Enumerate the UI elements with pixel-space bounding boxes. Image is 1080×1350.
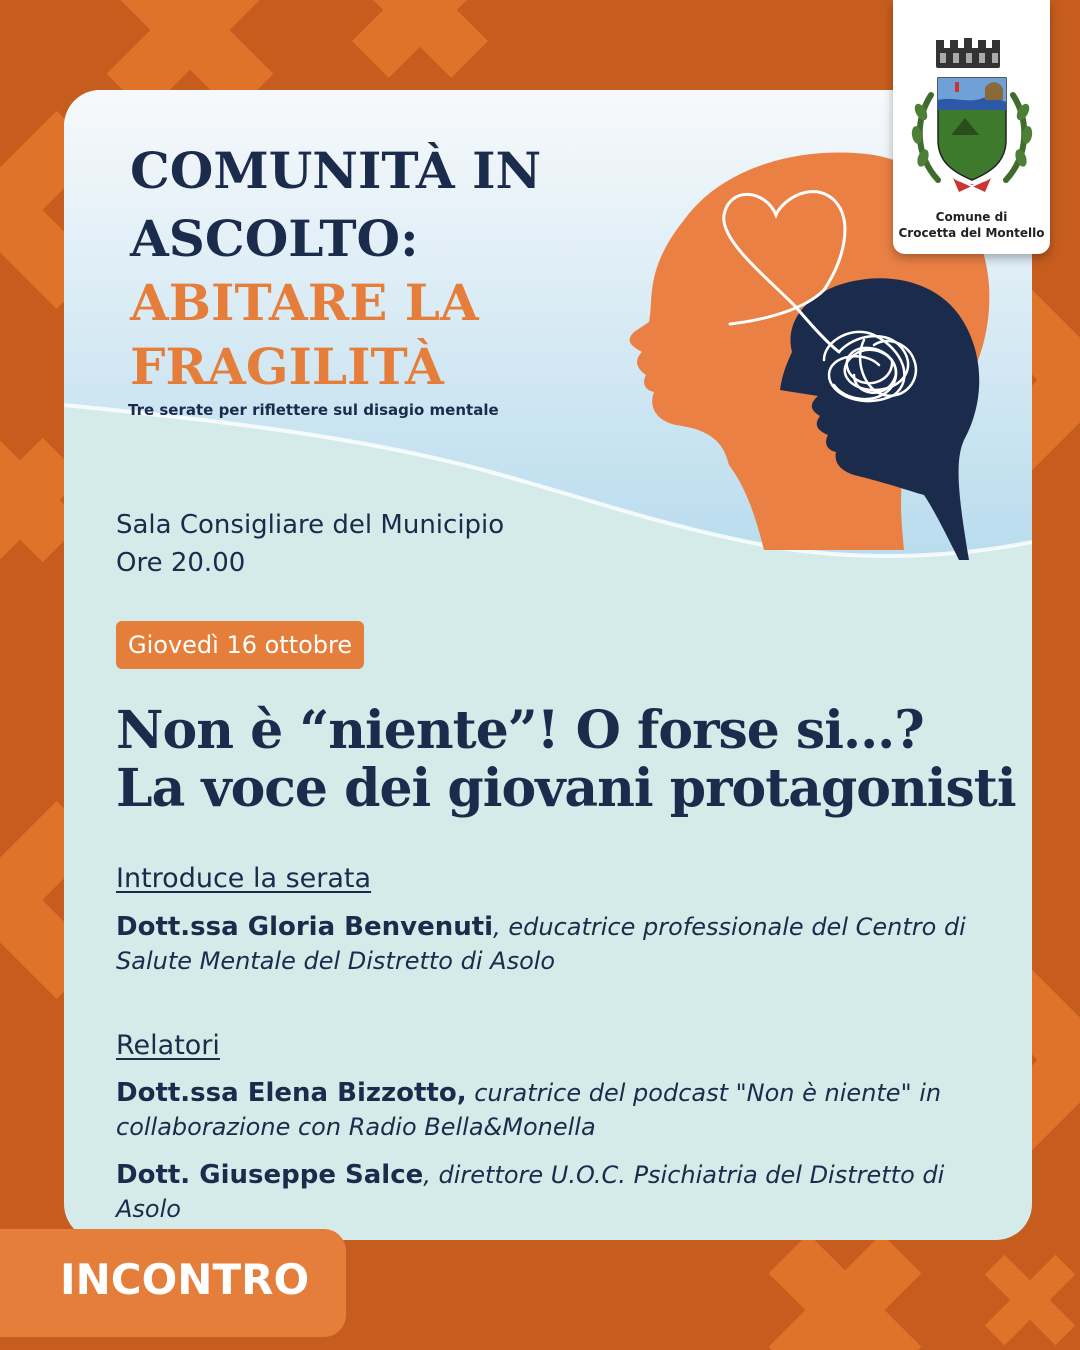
municipality-line-2: Crocetta del Montello bbox=[898, 226, 1045, 240]
coat-of-arms-icon bbox=[893, 0, 1050, 205]
date-badge: Giovedì 16 ottobre bbox=[116, 621, 364, 669]
event-title-line-1: Non è “niente”! O forse si...? bbox=[116, 700, 924, 761]
category-tag-label: INCONTRO bbox=[60, 1255, 310, 1304]
speakers-label: Relatori bbox=[116, 1030, 220, 1061]
intro-role: , educatrice professionale del Centro di Salute Mentale del Distretto di Asolo bbox=[116, 913, 966, 975]
title-line-3: ABITARE LA bbox=[130, 273, 479, 332]
title-line-2: ASCOLTO: bbox=[130, 209, 419, 268]
venue-place: Sala Consigliare del Municipio bbox=[116, 510, 505, 540]
speaker-item bbox=[116, 1076, 996, 1144]
intro-name: Dott.ssa Gloria Benvenuti bbox=[116, 912, 494, 942]
speaker-item bbox=[116, 1158, 996, 1226]
category-tag bbox=[0, 1229, 346, 1337]
event-title-line-2: La voce dei giovani protagonisti bbox=[116, 758, 1016, 819]
municipality-line-1: Comune di bbox=[935, 210, 1008, 224]
intro-label: Introduce la serata bbox=[116, 863, 372, 894]
title-line-4: FRAGILITÀ bbox=[130, 337, 444, 396]
speaker-name: Dott. Giuseppe Salce bbox=[116, 1160, 424, 1190]
subtitle: Tre serate per riflettere sul disagio mentale bbox=[128, 401, 499, 419]
speaker-role: , direttore U.O.C. Psichiatria del Distretto di Asolo bbox=[116, 1161, 945, 1223]
venue-time: Ore 20.00 bbox=[116, 548, 246, 578]
intro-person bbox=[116, 910, 996, 978]
event-card bbox=[64, 90, 1032, 1240]
title-line-1: COMUNITÀ IN bbox=[130, 141, 542, 200]
speaker-name: Dott.ssa Elena Bizzotto, bbox=[116, 1078, 467, 1108]
speaker-role: curatrice del podcast "Non è niente" in collaborazione con Radio Bella&Monella bbox=[116, 1079, 942, 1141]
municipality-badge bbox=[893, 0, 1050, 254]
